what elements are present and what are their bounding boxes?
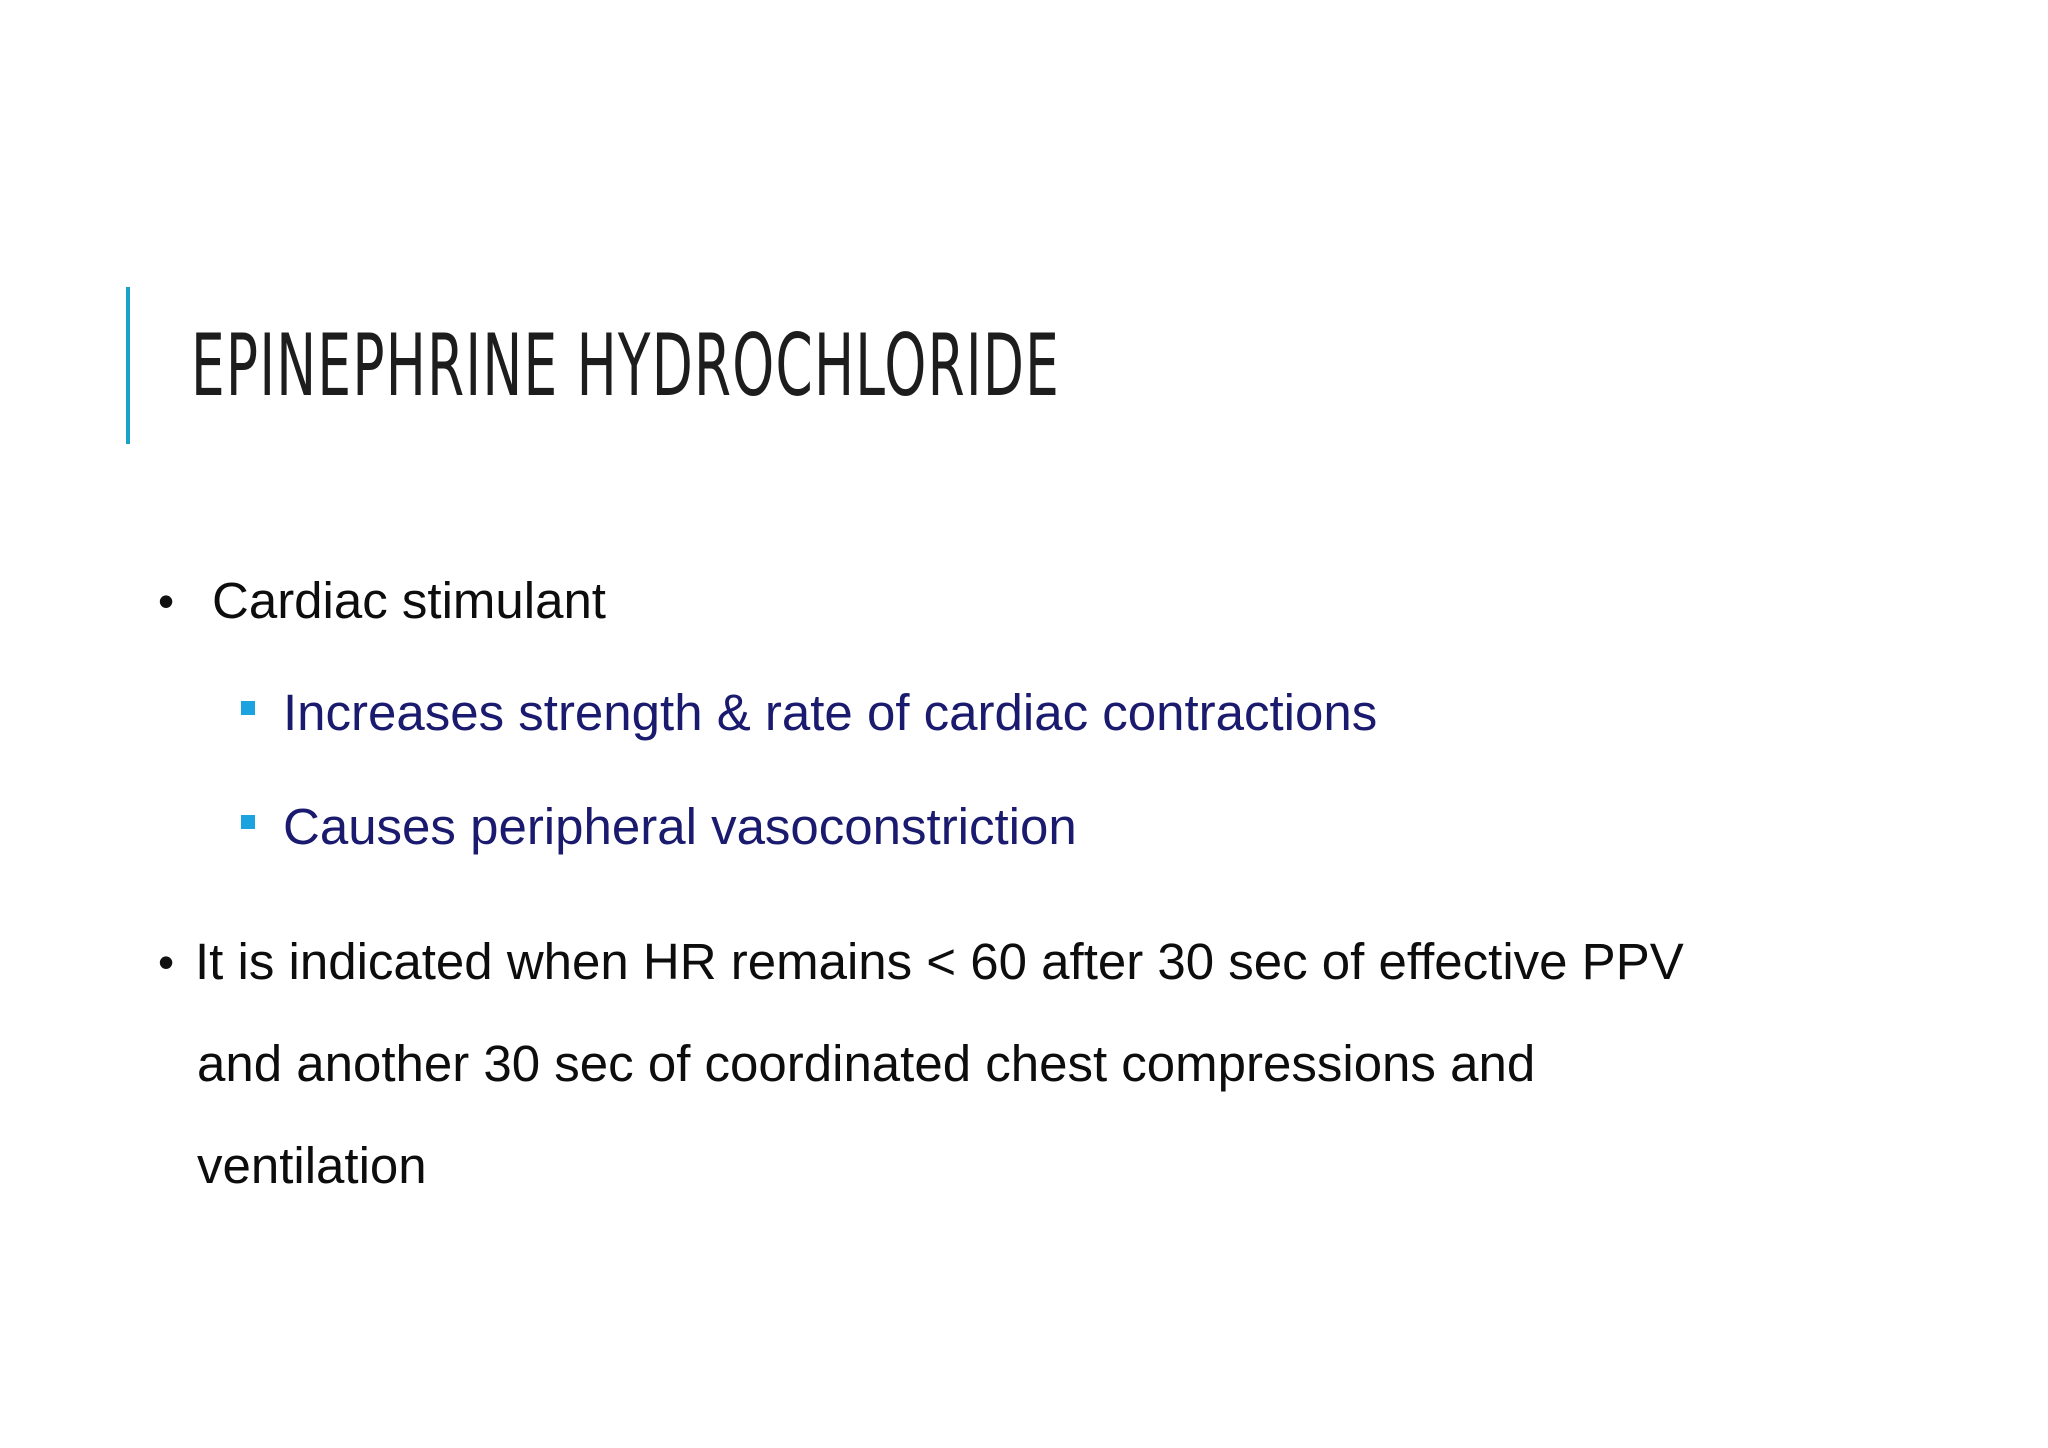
- bullet-item-indication-line-2: and another 30 sec of coordinated chest compressions and: [197, 1035, 1536, 1092]
- sub-bullet-item-vasoconstriction: Causes peripheral vasoconstriction: [283, 798, 1077, 855]
- sub-bullet-item-contractions: Increases strength & rate of cardiac contractions: [283, 684, 1378, 741]
- bullet-dot-icon: •: [158, 936, 175, 988]
- bullet-item-indication-line-3: ventilation: [197, 1137, 427, 1194]
- title-accent-bar: [126, 287, 130, 444]
- slide-title: EPINEPHRINE HYDROCHLORIDE: [191, 316, 1061, 416]
- bullet-item-indication-line-1: It is indicated when HR remains < 60 after 30 sec of effective PPV: [195, 933, 1684, 990]
- bullet-dot-icon: •: [158, 575, 175, 627]
- sub-bullet-square-icon: [241, 815, 255, 829]
- bullet-item-cardiac-stimulant: Cardiac stimulant: [212, 572, 606, 629]
- sub-bullet-square-icon: [241, 701, 255, 715]
